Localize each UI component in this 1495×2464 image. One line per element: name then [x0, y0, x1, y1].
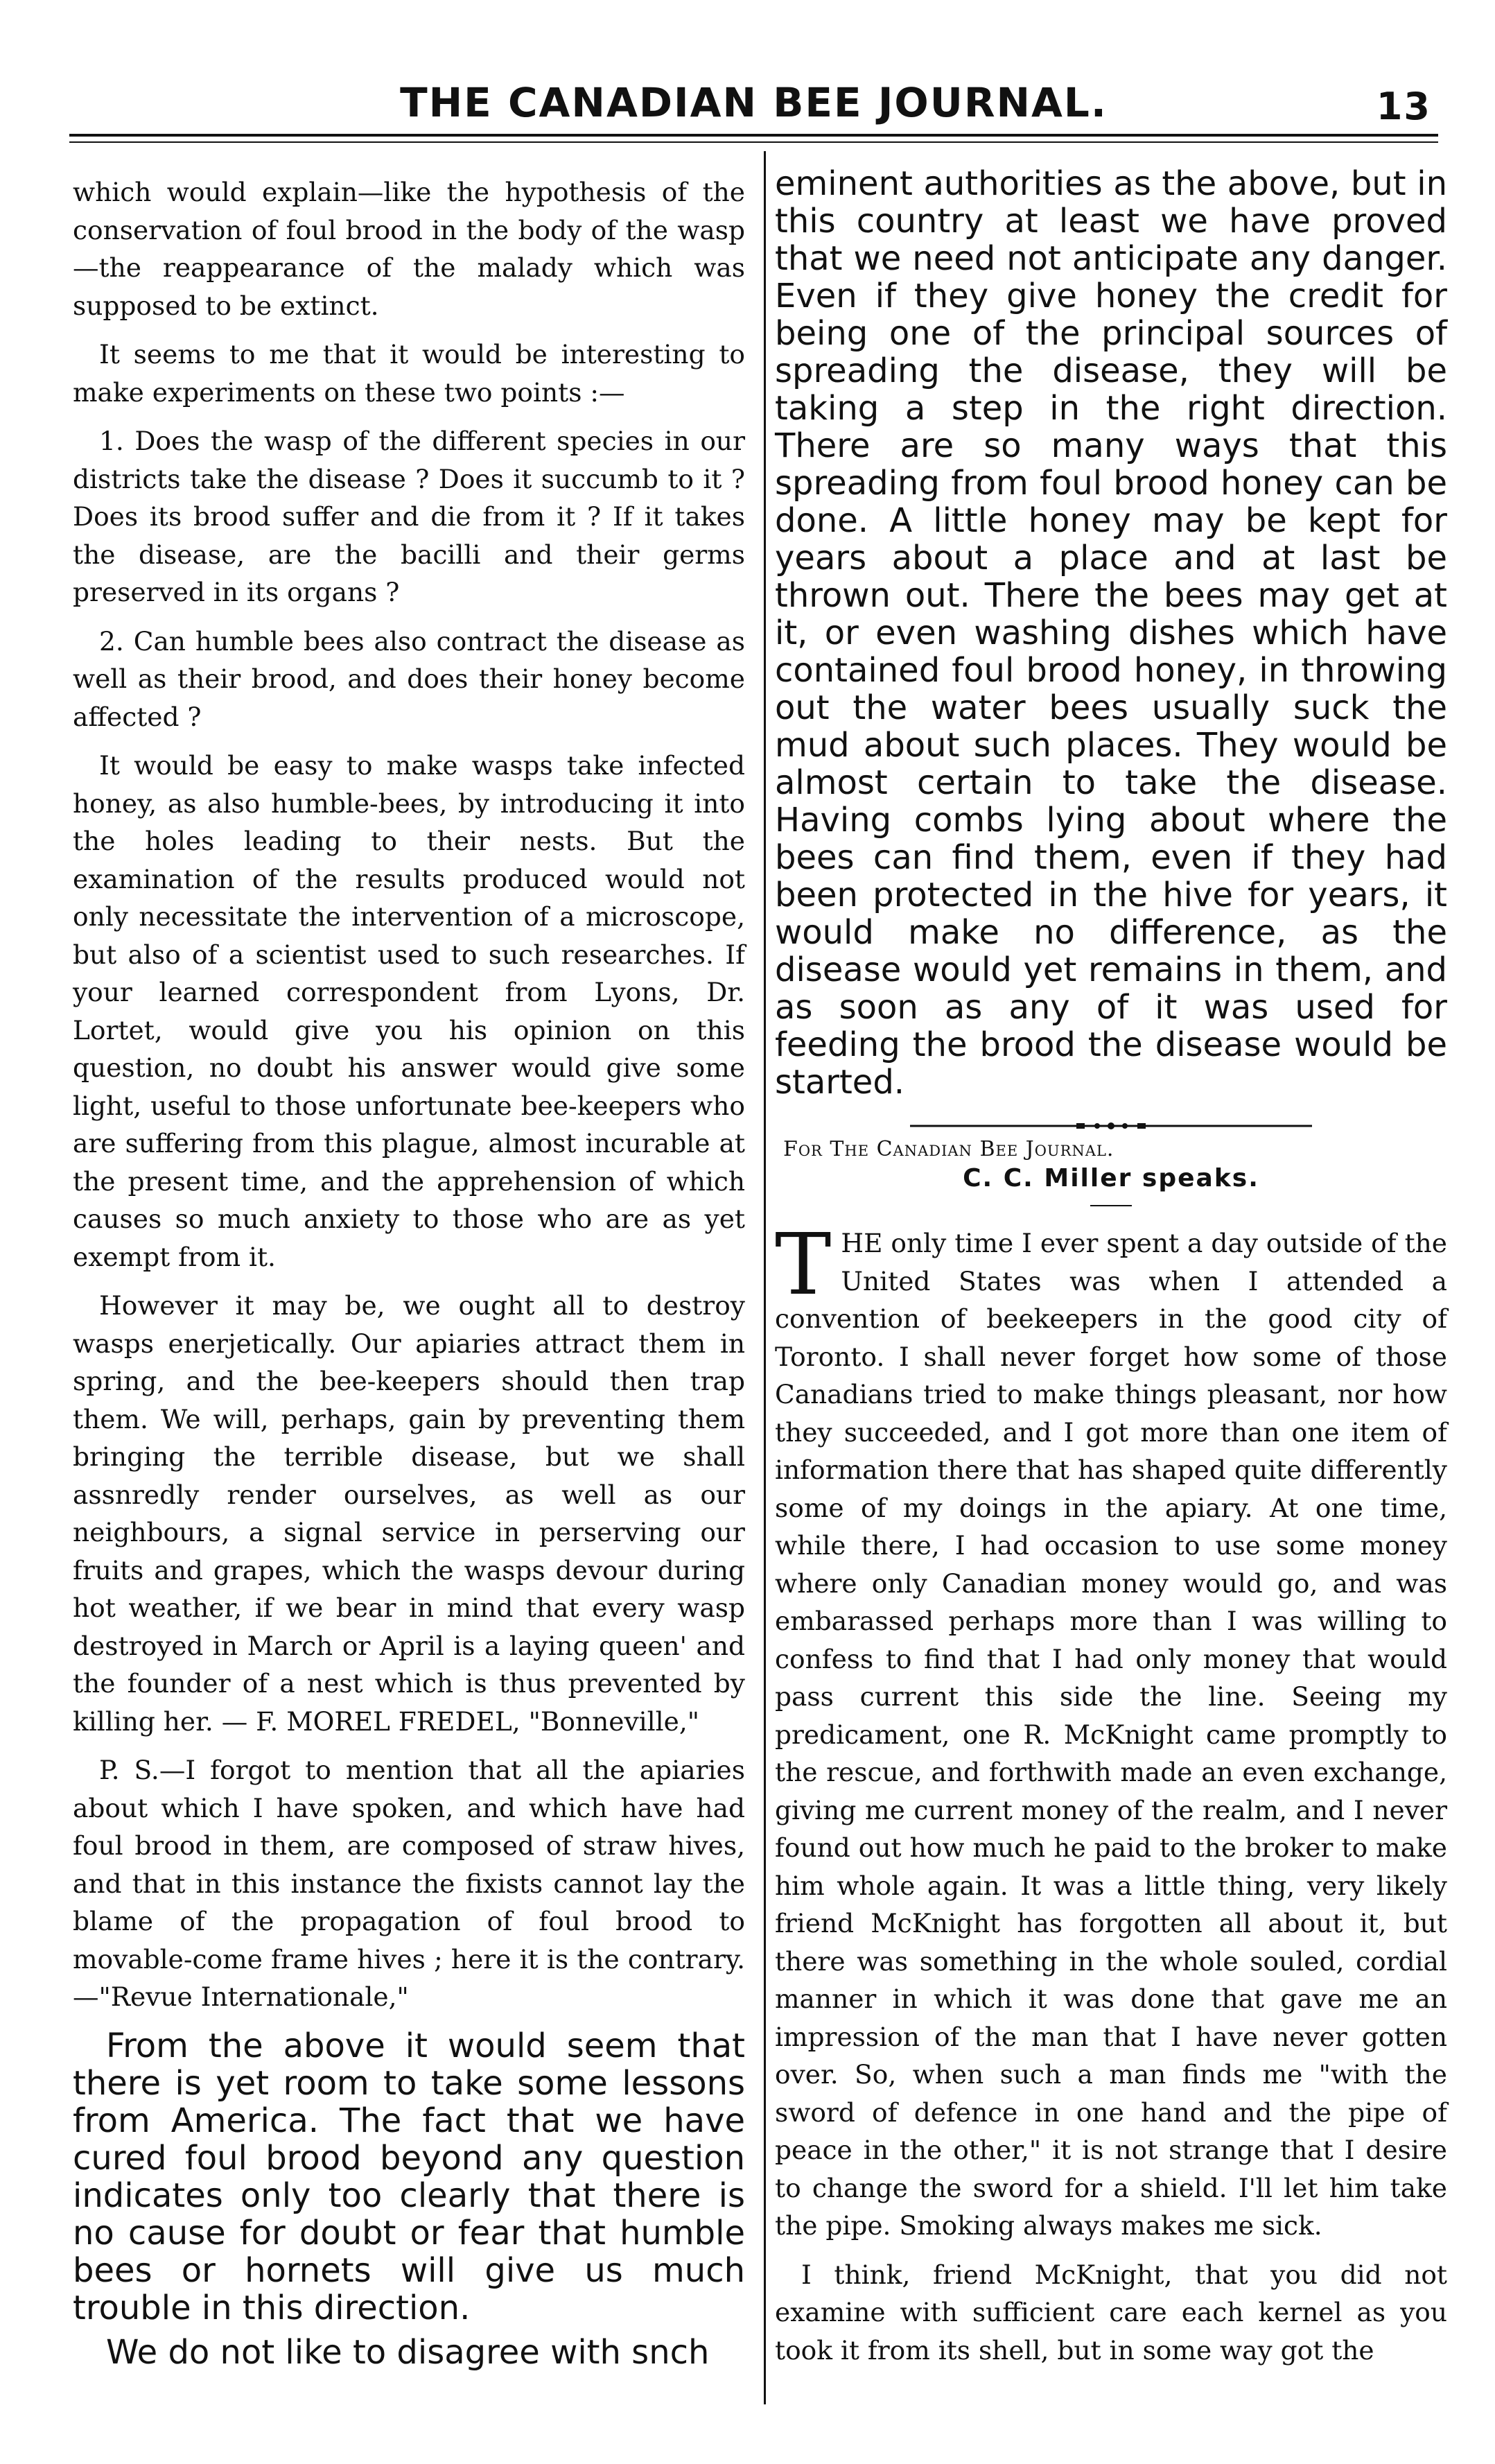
page-header: [69, 75, 1438, 130]
drop-cap: T: [775, 1215, 832, 1314]
right-column: [775, 165, 1447, 2380]
paragraph: It would be easy to make wasps take infected honey, as also humble-bees, by introducing it into the holes leading to their nests. But the examination of the results produced would not only necessitate the intervention of a microscope, but also of a scientist used to such researches. If your learned correspondent from Lyons, Dr. Lortet, would give you his opinion on this question, no doubt his answer would give some light, useful to those unfortunate bee-keepers who are suffering from this plague, almost incurable at the present time, and the apprehension of which causes so much anxiety to those who are as yet exempt from it.: [73, 750, 745, 1272]
left-column: [73, 173, 745, 2378]
paragraph: However it may be, we ought all to destroy wasps enerjetically. Our apiaries attract them in spring, and the bee-keepers should then trap them. We will, perhaps, gain by preventing them bringing the terrible disease, but we shall assnredly render ourselves, as well as our neighbours, a signal service in perserving our fruits and grapes, which the wasps devour during hot weather, if we bear in mind that every wasp destroyed in March or April is a laying queen' and the founder of a nest which is thus prevented by killing her. — F. MOREL FREDEL, "Bonneville,": [73, 1290, 745, 1737]
header-rule-thick: [69, 134, 1438, 137]
paragraph: P. S.—I forgot to mention that all the apiaries about which I have spoken, and which have had foul brood in them, are composed of straw hives, and that in this instance the fixists cannot lay the blame of the propagation of foul brood to movable-come frame hives ; here it is the contrary.—"Revue Internationale,": [73, 1755, 745, 2012]
section-ornament: [910, 1122, 1312, 1130]
paragraph: [775, 1215, 1447, 2245]
editorial-paragraph: We do not like to disagree with snch: [106, 2332, 710, 2372]
article-text: [775, 1215, 1447, 2369]
paragraph: which would explain—like the hypothesis of the conservation of foul brood in the body of the wasp—the reappearance of the malady which was supposed to be extinct.: [73, 177, 745, 321]
article-subhead: C. C. Miller speaks.: [963, 1164, 1259, 1192]
paragraph: I think, friend McKnight, that you did not examine with sufficient care each kernel as you took it from its shell, but in some way got the: [775, 2259, 1447, 2366]
subhead-rule: [1090, 1205, 1132, 1206]
paragraph: 2. Can humble bees also contract the disease as well as their brood, and does their honey become affected ?: [73, 625, 745, 732]
journal-title: THE CANADIAN BEE JOURNAL.: [400, 79, 1108, 126]
editorial-paragraph: From the above it would seem that there is yet room to take some lessons from America. The fact that we have cured foul brood beyond any question indicates only too clearly that there is no cause for doubt or fear that humble bees or hornets will give us much trouble in this direction.: [73, 2026, 745, 2327]
paragraph-text: HE only time I ever spent a day outside of the United States was when I attended a convention of beekeepers in the good city of Toronto. I shall never forget how some of those Canadians tried to make things pleasant, nor how they succeeded, and I got more than one item of information there that has shaped quite differently some of my doings in the apiary. At one time, while there, I had occasion to use some money where only Canadian money would go, and was embarassed perhaps more than I was willing to confess to find that I had only money that would pass current this side the line. Seeing my predicament, one R. McKnight came promptly to the rescue, and forthwith made an even exchange, giving me current money of the realm, and I never found out how much he paid to the broker to make him whole again. It was a little thing, very likely friend McKnight has forgotten all about it, but there was something in the whole souled, cordial manner in which it was done that gave me an impression of the man that I have never gotten over. So, when such a man finds me "with the sword of defence in one hand and the pipe of peace in the other," it is not strange that I desire to change the sword for a shield. I'll let him take the pipe. Smoking always makes me sick.: [775, 1228, 1447, 2241]
header-rule-thin: [69, 141, 1438, 143]
editorial-comment: [73, 2027, 745, 2371]
paragraph: It seems to me that it would be interesting to make experiments on these two points :—: [73, 339, 745, 408]
column-divider: [764, 151, 766, 2404]
letter-text: [73, 173, 745, 2016]
editorial-continued: [775, 165, 1447, 1101]
paragraph: 1. Does the wasp of the different species in our districts take the disease ? Does it succumb to it ? Does its brood suffer and die from it ? If it takes the disease, are the bacilli and their germs preserved in its organs ?: [73, 426, 745, 607]
editorial-paragraph: eminent authorities as the above, but in this country at least we have proved that we need not anticipate any danger. Even if they give honey the credit for being one of the principal sources of spreading the disease, they will be taking a step in the right direction. There are so many ways that this spreading from foul brood honey can be done. A little honey may be kept for years about a place and at last be thrown out. There the bees may get at it, or even washing dishes which have contained foul brood honey, in throwing out the water bees usually suck the mud about such places. They would be almost certain to take the disease. Having combs lying about where the bees can find them, even if they had been protected in the hive for years, it would make no difference, as the disease would yet remains in them, and as soon as any of it was used for feeding the brood the disease would be started.: [775, 164, 1447, 1102]
byline: For The Canadian Bee Journal.: [783, 1137, 1114, 1161]
page-number: 13: [1376, 85, 1431, 128]
